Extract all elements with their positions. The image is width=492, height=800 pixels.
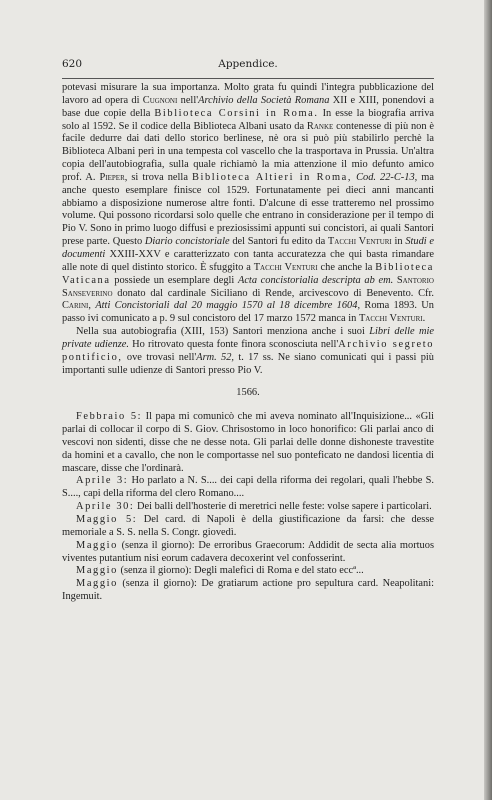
body-text <box>62 82 434 604</box>
diary-entry-aprile-30: Aprile 30: Dei balli dell'hosterie di meretrici nelle feste: volse sapere i particolari. <box>76 501 432 513</box>
page-number: 620 <box>62 58 83 70</box>
paragraph-2: Nella sua autobiografia (XIII, 153) Santori menziona anche i suoi Libri delle mie private udienze. Ho ritrovato questa fonte finora sconosciuta nell'Archivio segreto pontificio, ove trovasi nell'Arm. 52, t. 17 ss. Ne siano comunicati qui i passi più importanti sulle udienze di Santori presso Pio V. <box>62 326 435 376</box>
diary-entry-maggio-a: Maggio (senza il giorno): De erroribus Graecorum: Addidit de secta alia mortuos viventes putantium nisi eorum cadavera decoxerint vel confosserint. <box>62 539 434 564</box>
diary-entry-febbraio-5: Febbraio 5: Il papa mi comunicò che mi aveva nominato all'Inquisizione... «Gli parlai di collocar il corpo di S. Giov. Chrisostomo in loco honorifico: Gli parlai anco di vescovi non sidenti, disse che ne desse nota. Gli parlai delle donne dishoneste travestite da homini et a cavallo, che non le comportasse nel suo ponteficato ne dandosi licentia di mascare, disse che l'ordinarà. <box>62 411 434 474</box>
diary-entry-maggio-5: Maggio 5: Del card. di Napoli è della giustificazione da farsi: che desse memoriale a S. S. nella S. Congr. giovedì. <box>62 514 434 538</box>
header-rule <box>62 78 434 79</box>
diary-entry-maggio-c: Maggio (senza il giorno): De gratiarum actione pro sepultura card. Neapolitani: Ingemuit. <box>62 578 434 603</box>
year-heading: 1566. <box>236 387 260 399</box>
page-edge <box>484 0 492 800</box>
running-header <box>62 58 434 72</box>
page-title: Appendice. <box>218 58 278 70</box>
diary-entry-maggio-b: Maggio (senza il giorno): Degli malefici di Roma e del stato eccª... <box>76 565 364 577</box>
diary-entry-aprile-3: Aprile 3: Ho parlato a N. S.... dei capi della riforma dei regolari, quali l'hebbe S. S...., capi della riforma del clero Romano.... <box>62 475 435 500</box>
paragraph-1: potevasi misurare la sua importanza. Molto grata fu quindi l'integra pubblicazione del lavoro ad opera di Cugnoni nell'Archivio della Società Romana XII e XIII, ponendovi a base due copie della Biblioteca Corsini in Roma. In esse la biografia arriva solo al 1592. Se il codice della Biblioteca Albani usato da Ranke contenesse di più non è facile dedurre dai dati dello storico berlinese, nè ora si può più stabilirlo perchè la Biblioteca Albani perì in una tempesta col vascello che la trasportava in Prussia. Un'altra copia dell'autobiografia, sulla quale richiamò la mia attenzione il mio defunto amico prof. A. Pieper, si trova nella Biblioteca Altieri in Roma, Cod. 22-C-13, ma anche questo esemplare finisce col 1529. Fortunatamente pei dieci anni mancanti abbiamo a disposizione numerose altre fonti. D'alcune di esse tratteremo nel prossimo volume. Qui possono ricordarsi solo quelle che entrano in considerazione per il tempo di Pio V. Sono in primo luogo diffusi e preziosissimi appunti sui concistori, ai quali Santori prese parte. Questo Diario concistoriale del Santori fu edito da Tacchi Venturi in Studi e documenti XXIII-XXV e caratterizzato con tanta accuratezza che qui basta rimandare alle note di quel distinto storico. È sfuggito a Tacchi Venturi che anche la Biblioteca Vaticana possiede un esemplare degli Acta concistorialia descripta ab em. Santorio Sanseverino donato dal cardinale Siciliano di Rende, arcivescovo di Benevento. Cfr. Carini, Atti Concistoriali dal 20 maggio 1570 al 18 dicembre 1604, Roma 1893. Un passo ivi comunicato a p. 9 sul concistoro del 17 marzo 1572 manca in Tacchi Venturi. <box>62 82 435 325</box>
